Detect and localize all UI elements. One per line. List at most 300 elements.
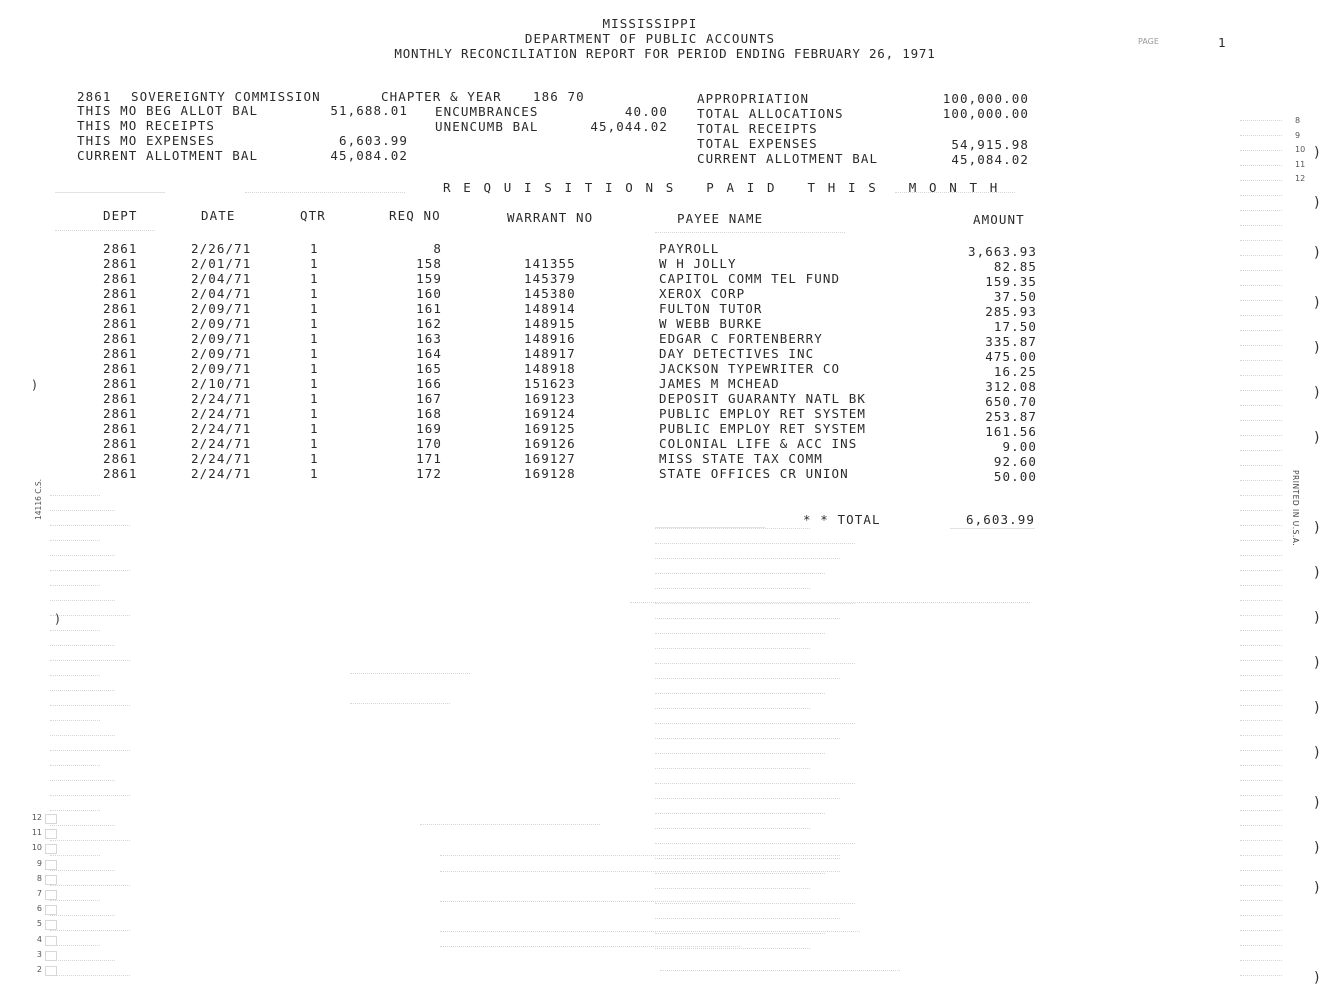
form-rule (50, 780, 115, 781)
cell-payee: PAYROLL (659, 241, 720, 256)
form-rule (50, 945, 100, 946)
expenses-value: 6,603.99 (338, 133, 408, 148)
form-rule (50, 600, 115, 601)
cell-qtr: 1 (310, 406, 319, 421)
total-label: * * TOTAL (803, 512, 881, 527)
margin-rule (1240, 855, 1282, 856)
binding-mark-icon: ) (1314, 840, 1320, 856)
cell-dept: 2861 (103, 316, 138, 331)
margin-rule (1240, 825, 1282, 826)
line-number: 12 (1295, 174, 1306, 183)
cell-date: 2/24/71 (191, 451, 252, 466)
binding-mark-icon: ) (1314, 700, 1320, 716)
cell-qtr: 1 (310, 241, 319, 256)
form-rule (50, 870, 115, 871)
margin-rule (1240, 705, 1282, 706)
line-number: 2 (36, 965, 42, 974)
margin-rule (1240, 660, 1282, 661)
cell-dept: 2861 (103, 346, 138, 361)
margin-rule (1240, 360, 1282, 361)
right-current-allot-value: 45,084.02 (951, 152, 1029, 167)
cell-warrant-no: 169125 (524, 421, 576, 436)
form-rule (655, 693, 825, 694)
form-rule (655, 873, 825, 874)
cell-req-no: 8 (433, 241, 442, 256)
cell-dept: 2861 (103, 286, 138, 301)
margin-rule (1240, 420, 1282, 421)
cell-amount: 312.08 (985, 379, 1037, 394)
form-rule (440, 946, 740, 947)
cell-date: 2/24/71 (191, 466, 252, 481)
form-rule (655, 633, 825, 634)
form-rule (350, 703, 450, 704)
margin-rule (1240, 975, 1282, 976)
line-number: 4 (36, 934, 42, 944)
margin-rule (1240, 810, 1282, 811)
form-rule (50, 735, 115, 736)
form-rule (950, 528, 1035, 529)
form-rule (50, 885, 130, 886)
cell-qtr: 1 (310, 391, 319, 406)
col-header-payee: PAYEE NAME (677, 211, 764, 226)
form-rule (440, 871, 840, 872)
cell-qtr: 1 (310, 286, 319, 301)
margin-rule (1240, 555, 1282, 556)
margin-rule (1240, 840, 1282, 841)
cell-warrant-no: 145379 (524, 271, 576, 286)
cell-payee: PUBLIC EMPLOY RET SYSTEM (659, 406, 867, 421)
cell-date: 2/24/71 (191, 391, 252, 406)
form-rule (655, 723, 855, 724)
cell-req-no: 159 (416, 271, 442, 286)
line-number: 11 (1295, 159, 1306, 169)
binding-mark-icon: ) (1314, 880, 1320, 896)
margin-rule (1240, 495, 1282, 496)
form-rule (655, 603, 855, 604)
section-title: R E Q U I S I T I O N S P A I D T H I S M O N T H (443, 180, 1000, 195)
line-number: 9 (36, 858, 42, 868)
margin-rule (1240, 570, 1282, 571)
cell-req-no: 161 (416, 301, 442, 316)
line-box (45, 829, 57, 839)
cell-qtr: 1 (310, 301, 319, 316)
cell-warrant-no: 151623 (524, 376, 576, 391)
unencumb-value: 45,044.02 (590, 119, 668, 134)
form-rule (50, 525, 130, 526)
cell-req-no: 162 (416, 316, 442, 331)
cell-warrant-no: 141355 (524, 256, 576, 271)
form-rule (50, 930, 130, 931)
form-rule (655, 813, 825, 814)
cell-payee: JAMES M MCHEAD (659, 376, 780, 391)
cell-dept: 2861 (103, 301, 138, 316)
form-rule (50, 675, 100, 676)
margin-rule (1240, 285, 1282, 286)
margin-rule (1240, 375, 1282, 376)
cell-date: 2/04/71 (191, 271, 252, 286)
line-box (45, 860, 57, 870)
dept-name: SOVEREIGNTY COMMISSION (131, 89, 321, 104)
cell-dept: 2861 (103, 466, 138, 481)
margin-rule (1240, 210, 1282, 211)
cell-date: 2/24/71 (191, 421, 252, 436)
form-rule (50, 720, 100, 721)
binding-mark-icon: ) (1314, 295, 1320, 311)
cell-date: 2/24/71 (191, 436, 252, 451)
cell-dept: 2861 (103, 376, 138, 391)
form-rule (655, 948, 810, 949)
right-current-allot-label: CURRENT ALLOTMENT BAL (697, 151, 879, 166)
margin-rule (1240, 750, 1282, 751)
form-rule (655, 543, 855, 544)
cell-dept: 2861 (103, 406, 138, 421)
cell-payee: EDGAR C FORTENBERRY (659, 331, 823, 346)
form-rule (440, 855, 840, 856)
cell-req-no: 165 (416, 361, 442, 376)
form-rule (50, 645, 115, 646)
form-rule (655, 783, 855, 784)
cell-req-no: 167 (416, 391, 442, 406)
form-rule (655, 588, 810, 589)
cell-payee: CAPITOL COMM TEL FUND (659, 271, 841, 286)
department-heading: DEPARTMENT OF PUBLIC ACCOUNTS (524, 31, 776, 46)
margin-rule (1240, 450, 1282, 451)
cell-payee: W H JOLLY (659, 256, 737, 271)
page-number: 1 (1218, 35, 1227, 50)
cell-payee: STATE OFFICES CR UNION (659, 466, 849, 481)
line-box (45, 844, 57, 854)
cell-payee: DEPOSIT GUARANTY NATL BK (659, 391, 867, 406)
total-expenses-label: TOTAL EXPENSES (697, 136, 818, 151)
margin-rule (1240, 300, 1282, 301)
cell-dept: 2861 (103, 256, 138, 271)
cell-qtr: 1 (310, 316, 319, 331)
cell-amount: 50.00 (993, 469, 1037, 484)
cell-date: 2/09/71 (191, 361, 252, 376)
line-number: 8 (1295, 116, 1301, 125)
cell-req-no: 172 (416, 466, 442, 481)
form-rule (655, 527, 765, 528)
form-rule (630, 602, 1030, 603)
binding-mark-icon: ) (1314, 520, 1320, 536)
line-box (45, 905, 57, 915)
cell-date: 2/09/71 (191, 331, 252, 346)
form-rule (655, 708, 810, 709)
cell-amount: 9.00 (1002, 439, 1037, 454)
col-header-date: DATE (201, 208, 236, 223)
cell-amount: 37.50 (993, 289, 1037, 304)
total-receipts-label: TOTAL RECEIPTS (697, 121, 818, 136)
cell-amount: 159.35 (985, 274, 1037, 289)
form-rule (50, 810, 100, 811)
cell-date: 2/09/71 (191, 316, 252, 331)
cell-qtr: 1 (310, 421, 319, 436)
form-rule (50, 555, 115, 556)
form-rule (440, 901, 740, 902)
col-header-amount: AMOUNT (973, 212, 1025, 227)
margin-rule (1240, 120, 1282, 121)
cell-dept: 2861 (103, 361, 138, 376)
cell-dept: 2861 (103, 451, 138, 466)
line-box (45, 875, 57, 885)
chapter-value: 186 70 (533, 89, 585, 104)
form-rule (655, 933, 825, 934)
line-box (45, 951, 57, 961)
cell-date: 2/24/71 (191, 406, 252, 421)
margin-rule (1240, 270, 1282, 271)
form-rule (50, 570, 130, 571)
form-number: 14116 C.S. (34, 478, 43, 520)
cell-qtr: 1 (310, 256, 319, 271)
line-number: 3 (36, 949, 42, 959)
form-rule (655, 558, 840, 559)
form-rule (655, 903, 855, 904)
cell-warrant-no: 169126 (524, 436, 576, 451)
total-expenses-value: 54,915.98 (951, 137, 1029, 152)
report-title: MONTHLY RECONCILIATION REPORT FOR PERIOD ENDING FEBRUARY 26, 1971 (394, 46, 936, 61)
binding-mark-icon: ) (1314, 610, 1320, 626)
margin-rule (1240, 315, 1282, 316)
binding-mark-icon: ) (1314, 245, 1320, 261)
margin-rule (1240, 675, 1282, 676)
form-rule (655, 828, 810, 829)
margin-rule (1240, 600, 1282, 601)
margin-rule (1240, 135, 1282, 136)
cell-amount: 253.87 (985, 409, 1037, 424)
margin-rule (1240, 225, 1282, 226)
line-number: 7 (36, 889, 42, 898)
cell-amount: 475.00 (985, 349, 1037, 364)
form-rule (655, 648, 810, 649)
page-mark: PAGE (1138, 37, 1159, 46)
line-number: 6 (36, 904, 42, 914)
form-rule (655, 798, 840, 799)
cell-warrant-no: 148914 (524, 301, 576, 316)
cell-date: 2/26/71 (191, 241, 252, 256)
margin-rule (1240, 330, 1282, 331)
cell-payee: MISS STATE TAX COMM (659, 451, 823, 466)
form-rule (50, 690, 115, 691)
cell-date: 2/01/71 (191, 256, 252, 271)
line-number: 9 (1295, 130, 1301, 140)
cell-req-no: 170 (416, 436, 442, 451)
cell-warrant-no: 145380 (524, 286, 576, 301)
form-rule (50, 585, 100, 586)
margin-rule (1240, 765, 1282, 766)
line-number: 11 (31, 828, 42, 838)
margin-rule (1240, 645, 1282, 646)
margin-rule (1240, 255, 1282, 256)
margin-rule (1240, 885, 1282, 886)
cell-warrant-no: 169127 (524, 451, 576, 466)
cell-req-no: 168 (416, 406, 442, 421)
cell-warrant-no: 148918 (524, 361, 576, 376)
cell-qtr: 1 (310, 331, 319, 346)
form-rule (420, 824, 600, 825)
margin-rule (1240, 525, 1282, 526)
cell-dept: 2861 (103, 436, 138, 451)
cell-dept: 2861 (103, 241, 138, 256)
form-rule (655, 858, 840, 859)
col-header-req-no: REQ NO (389, 208, 441, 223)
total-allocations-label: TOTAL ALLOCATIONS (697, 106, 844, 121)
cell-amount: 161.56 (985, 424, 1037, 439)
cell-date: 2/09/71 (191, 346, 252, 361)
cell-qtr: 1 (310, 451, 319, 466)
form-rule (55, 230, 155, 231)
line-box (45, 814, 57, 824)
line-number: 12 (31, 813, 42, 822)
cell-req-no: 171 (416, 451, 442, 466)
line-number: 5 (36, 919, 42, 929)
margin-rule (1240, 435, 1282, 436)
form-rule (50, 915, 115, 916)
cell-req-no: 158 (416, 256, 442, 271)
cell-amount: 92.60 (993, 454, 1037, 469)
cell-amount: 82.85 (993, 259, 1037, 274)
margin-rule (1240, 735, 1282, 736)
state-heading: MISSISSIPPI (602, 16, 698, 31)
binding-mark-icon: ) (55, 612, 60, 626)
unencumb-label: UNENCUMB BAL (435, 119, 539, 134)
form-rule (50, 630, 100, 631)
form-rule (655, 232, 845, 233)
cell-date: 2/10/71 (191, 376, 252, 391)
margin-rule (1240, 960, 1282, 961)
binding-mark-icon: ) (1314, 655, 1320, 671)
margin-rule (1240, 795, 1282, 796)
form-rule (50, 900, 100, 901)
cell-amount: 17.50 (993, 319, 1037, 334)
form-rule (50, 615, 130, 616)
binding-mark-icon: ) (32, 378, 37, 392)
total-value: 6,603.99 (965, 512, 1035, 527)
cell-warrant-no: 169124 (524, 406, 576, 421)
line-number: 10 (1295, 145, 1306, 154)
beg-allot-label: THIS MO BEG ALLOT BAL (77, 103, 259, 118)
form-rule (50, 840, 130, 841)
margin-rule (1240, 390, 1282, 391)
receipts-label: THIS MO RECEIPTS (77, 118, 216, 133)
cell-dept: 2861 (103, 421, 138, 436)
cell-warrant-no: 148916 (524, 331, 576, 346)
encumbrances-label: ENCUMBRANCES (435, 104, 539, 119)
binding-mark-icon: ) (1314, 195, 1320, 211)
form-rule (245, 192, 405, 193)
cell-payee: XEROX CORP (659, 286, 746, 301)
form-rule (55, 192, 165, 193)
cell-req-no: 164 (416, 346, 442, 361)
cell-payee: W WEBB BURKE (659, 316, 763, 331)
margin-rule (1240, 690, 1282, 691)
form-rule (655, 678, 840, 679)
margin-rule (1240, 240, 1282, 241)
margin-rule (1240, 900, 1282, 901)
margin-rule (1240, 930, 1282, 931)
cell-warrant-no: 148915 (524, 316, 576, 331)
form-rule (655, 753, 825, 754)
form-rule (50, 795, 130, 796)
line-number: 8 (36, 873, 42, 883)
form-rule (50, 960, 115, 961)
cell-req-no: 163 (416, 331, 442, 346)
margin-rule (1240, 540, 1282, 541)
line-box (45, 936, 57, 946)
col-header-qtr: QTR (300, 208, 326, 223)
form-rule (50, 540, 100, 541)
col-header-warrant-no: WARRANT NO (507, 210, 594, 225)
appropriation-value: 100,000.00 (942, 91, 1029, 106)
cell-req-no: 169 (416, 421, 442, 436)
cell-dept: 2861 (103, 271, 138, 286)
cell-payee: DAY DETECTIVES INC (659, 346, 815, 361)
form-rule (655, 573, 825, 574)
form-rule (655, 618, 840, 619)
margin-rule (1240, 945, 1282, 946)
dept-code: 2861 (77, 89, 112, 104)
current-allot-label: CURRENT ALLOTMENT BAL (77, 148, 259, 163)
binding-mark-icon: ) (1314, 745, 1320, 761)
line-number: 10 (31, 843, 42, 853)
cell-qtr: 1 (310, 361, 319, 376)
form-rule (350, 673, 470, 674)
cell-qtr: 1 (310, 376, 319, 391)
cell-amount: 335.87 (985, 334, 1037, 349)
chapter-label: CHAPTER & YEAR (381, 89, 502, 104)
form-rule (660, 970, 900, 971)
printed-in-usa: PRINTED IN U.S.A. (1291, 470, 1300, 547)
margin-rule (1240, 180, 1282, 181)
form-rule (50, 660, 130, 661)
line-box (45, 966, 57, 976)
line-box (45, 890, 57, 900)
margin-rule (1240, 165, 1282, 166)
margin-rule (1240, 870, 1282, 871)
binding-mark-icon: ) (1314, 565, 1320, 581)
total-allocations-value: 100,000.00 (942, 106, 1029, 121)
margin-rule (1240, 780, 1282, 781)
cell-req-no: 160 (416, 286, 442, 301)
cell-amount: 285.93 (985, 304, 1037, 319)
form-rule (655, 663, 855, 664)
binding-mark-icon: ) (1314, 430, 1320, 446)
cell-dept: 2861 (103, 391, 138, 406)
form-rule (50, 855, 100, 856)
margin-rule (1240, 195, 1282, 196)
cell-payee: JACKSON TYPEWRITER CO (659, 361, 841, 376)
cell-amount: 16.25 (993, 364, 1037, 379)
form-rule (50, 765, 100, 766)
margin-rule (1240, 150, 1282, 151)
cell-payee: FULTON TUTOR (659, 301, 763, 316)
col-header-dept: DEPT (103, 208, 138, 223)
form-rule (895, 192, 1015, 193)
margin-rule (1240, 510, 1282, 511)
binding-mark-icon: ) (1314, 340, 1320, 356)
cell-qtr: 1 (310, 271, 319, 286)
binding-mark-icon: ) (1314, 385, 1320, 401)
cell-dept: 2861 (103, 331, 138, 346)
margin-rule (1240, 630, 1282, 631)
margin-rule (1240, 585, 1282, 586)
margin-rule (1240, 480, 1282, 481)
cell-qtr: 1 (310, 436, 319, 451)
cell-date: 2/04/71 (191, 286, 252, 301)
form-rule (655, 843, 855, 844)
appropriation-label: APPROPRIATION (697, 91, 810, 106)
cell-warrant-no: 169123 (524, 391, 576, 406)
form-rule (50, 510, 115, 511)
